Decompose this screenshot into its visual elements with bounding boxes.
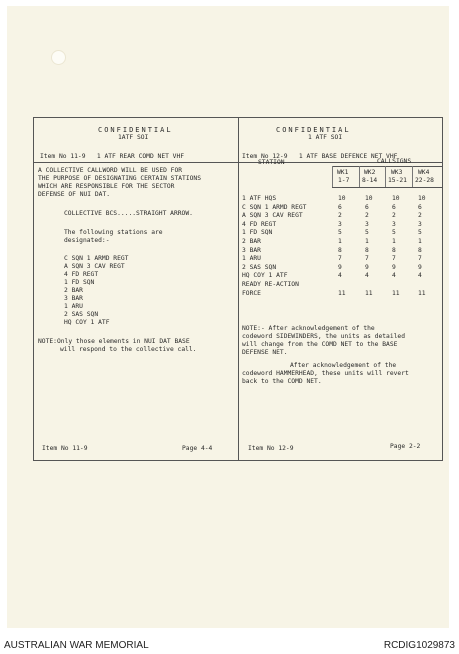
- station-column-header: STATION: [258, 159, 285, 166]
- station-name: 1 FD SQN: [242, 229, 273, 237]
- left-note-line: NOTE:Only those elements in NUI DAT BASE: [38, 338, 190, 345]
- right-note-line: will change from the COMD NET to the BASE: [242, 341, 398, 348]
- callsign-value: 3: [365, 220, 369, 228]
- right-note-line: After acknowledgement of the: [290, 362, 397, 369]
- week-label: WK3: [391, 169, 403, 176]
- callsign-value: 5: [392, 229, 396, 237]
- callsign-value: 4: [338, 272, 342, 280]
- left-subtitle: 1ATF SOI: [118, 134, 149, 141]
- callsign-value: 3: [392, 220, 396, 228]
- callsign-value: 2: [418, 212, 422, 220]
- callsign-value: 11: [338, 289, 346, 297]
- callsign-value: 7: [338, 255, 342, 263]
- week-separator: [385, 166, 386, 187]
- callsign-value: 9: [365, 263, 369, 271]
- callsign-value: 5: [365, 229, 369, 237]
- callsign-value: 10: [338, 195, 346, 202]
- right-note-line: codeword HAMMERHEAD, these units will revert: [242, 370, 409, 377]
- callsign-value: 8: [418, 246, 422, 254]
- callsigns-column-header: CALLSIGNS: [377, 158, 412, 165]
- designated-station: 1 FD SQN: [64, 279, 95, 286]
- week-range: 22-28: [415, 177, 434, 184]
- right-note-line: back to the COMD NET.: [242, 378, 322, 385]
- callsign-value: 10: [392, 195, 400, 202]
- callsign-value: 6: [418, 203, 422, 211]
- intro-line: DEFENSE OF NUI DAT.: [38, 191, 111, 198]
- callsign-value: 6: [392, 203, 396, 211]
- week-label: WK1: [337, 169, 349, 176]
- callsign-value: 7: [418, 255, 422, 263]
- right-note-line: NOTE:- After acknowledgement of the: [242, 325, 375, 332]
- callsign-value: 2: [365, 212, 369, 220]
- week-range: 15-21: [388, 177, 407, 184]
- right-classification: CONFIDENTIAL: [276, 126, 351, 134]
- callsign-value: 9: [418, 263, 422, 271]
- left-header-rule: [34, 162, 238, 163]
- callsign-value: 2: [338, 212, 342, 220]
- designated-station: HQ COY 1 ATF: [64, 319, 110, 326]
- right-subtitle: 1 ATF SOI: [308, 134, 343, 141]
- intro-line: WHICH ARE RESPONSIBLE FOR THE SECTOR: [38, 183, 175, 190]
- callsign-value: 7: [365, 255, 369, 263]
- station-name: A SQN 3 CAV REGT: [242, 212, 303, 220]
- punch-hole: [51, 50, 66, 65]
- week-range: 8-14: [362, 177, 378, 184]
- callsign-value: 4: [365, 272, 369, 280]
- week-range: 1-7: [338, 177, 350, 184]
- callsign-value: 1: [392, 238, 396, 245]
- right-note-line: DEFENSE NET.: [242, 349, 288, 356]
- left-footer-page: Page 4-4: [182, 445, 213, 452]
- designated-station: 2 BAR: [64, 287, 83, 294]
- station-name: FORCE: [242, 289, 261, 297]
- designated-line: designated:-: [64, 237, 110, 244]
- callsign-value: 3: [418, 220, 422, 228]
- intro-line: A COLLECTIVE CALLWORD WILL BE USED FOR: [38, 167, 183, 174]
- column-divider: [238, 118, 239, 460]
- callsign-value: 5: [418, 229, 422, 237]
- callsign-value: 6: [338, 203, 342, 211]
- callsign-value: 4: [392, 272, 396, 280]
- callsign-value: 8: [338, 246, 342, 254]
- callsign-value: 5: [338, 229, 342, 237]
- archive-record-id: RCDIG1029873: [383, 640, 455, 651]
- designated-station: C SQN 1 ARMD REGT: [64, 255, 129, 262]
- designated-station: 1 ARU: [64, 303, 83, 310]
- week-separator: [332, 166, 333, 187]
- station-name: HQ COY 1 ATF: [242, 272, 288, 280]
- callsign-value: 4: [418, 272, 422, 280]
- callsign-value: 11: [365, 289, 373, 297]
- callsigns-rule: [332, 166, 442, 167]
- intro-line: THE PURPOSE OF DESIGNATING CERTAIN STATIONS: [38, 175, 202, 182]
- left-note-line: will respond to the collective call.: [60, 346, 197, 353]
- soi-sheet: [33, 117, 443, 461]
- left-item-header: Item No 11-9 1 ATF REAR COMD NET VHF: [40, 153, 185, 160]
- right-note-line: codeword SIDEWINDERS, the units as detailed: [242, 333, 406, 340]
- callsign-value: 8: [365, 246, 369, 254]
- callsign-value: 10: [365, 195, 373, 202]
- station-name: 3 BAR: [242, 246, 261, 254]
- callsign-value: 11: [418, 289, 426, 297]
- right-item-header: Item No 12-9 1 ATF BASE DEFENCE NET VHF: [242, 153, 398, 160]
- archive-institution: AUSTRALIAN WAR MEMORIAL: [4, 640, 149, 651]
- callsign-value: 3: [338, 220, 342, 228]
- week-label: WK2: [364, 169, 376, 176]
- callsign-value: 9: [392, 263, 396, 271]
- callsign-value: 1: [418, 238, 422, 245]
- station-name: 2 SAS SQN: [242, 263, 277, 271]
- station-name: C SQN 1 ARMD REGT: [242, 203, 307, 211]
- callsign-value: 8: [392, 246, 396, 254]
- collective-callword: COLLECTIVE BCS.....STRAIGHT ARROW.: [64, 210, 193, 217]
- week-label: WK4: [418, 169, 430, 176]
- designated-station: 2 SAS SQN: [64, 311, 99, 318]
- left-footer-item: Item No 11-9: [42, 445, 88, 452]
- right-footer-page: Page 2-2: [390, 443, 421, 450]
- callsign-value: 1: [365, 238, 369, 245]
- week-separator: [412, 166, 413, 187]
- designated-station: 3 BAR: [64, 295, 83, 302]
- week-header-rule: [332, 187, 442, 188]
- callsign-value: 6: [365, 203, 369, 211]
- callsign-value: 9: [338, 263, 342, 271]
- station-name: 1 ARU: [242, 255, 261, 263]
- station-name: 1 ATF HQS: [242, 195, 277, 202]
- station-name: 2 BAR: [242, 238, 261, 245]
- station-name: READY RE-ACTION: [242, 281, 299, 288]
- callsign-value: 11: [392, 289, 400, 297]
- right-footer-item: Item No 12-9: [248, 445, 294, 452]
- left-classification: CONFIDENTIAL: [98, 126, 173, 134]
- designated-station: 4 FD REGT: [64, 271, 99, 278]
- callsign-value: 1: [338, 238, 342, 245]
- station-name: 4 FD REGT: [242, 220, 277, 228]
- archive-footer: [0, 636, 459, 654]
- callsign-value: 7: [392, 255, 396, 263]
- callsign-value: 2: [392, 212, 396, 220]
- designated-line: The following stations are: [64, 229, 163, 236]
- callsign-value: 10: [418, 195, 426, 202]
- designated-station: A SQN 3 CAV REGT: [64, 263, 125, 270]
- week-separator: [359, 166, 360, 187]
